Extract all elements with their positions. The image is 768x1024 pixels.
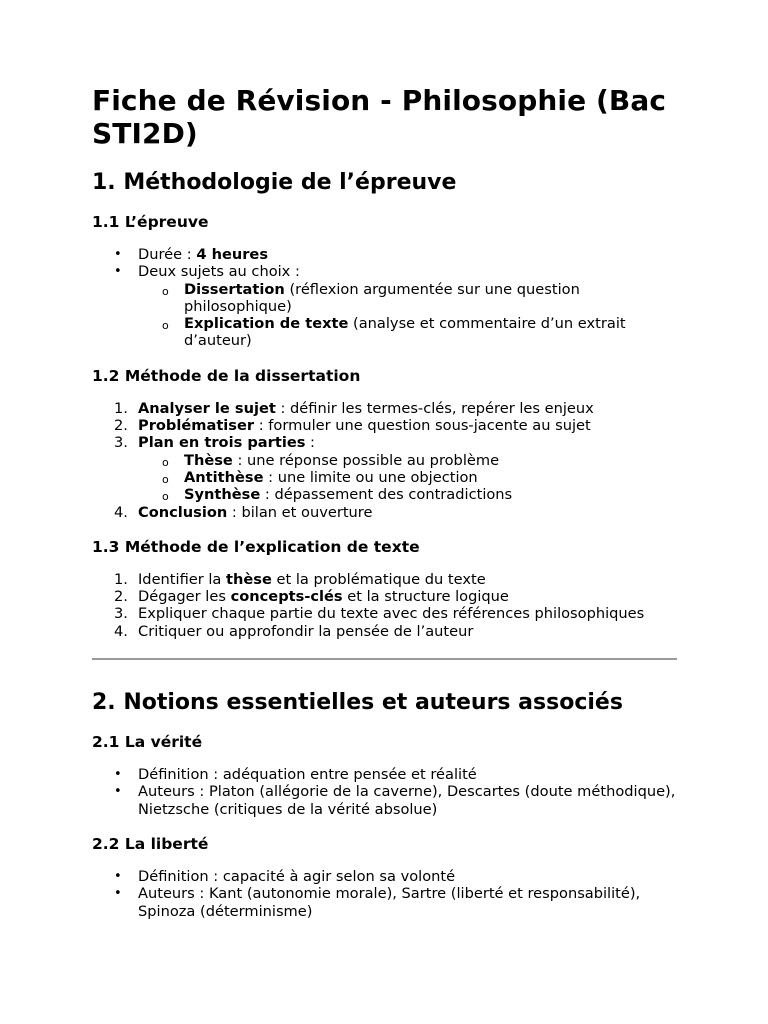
list-item: o Dissertation (réflexion argumentée sur une question philosophique): [138, 281, 677, 316]
sujets-sublist: [138, 281, 677, 350]
list-item: • Auteurs : Kant (autonomie morale), Sartre (liberté et responsabilité), Spinoza (déterminisme): [92, 885, 677, 920]
section-1-heading: 1. Méthodologie de l’épreuve: [92, 170, 457, 195]
list-item: 3. Plan en trois parties : o Thèse : une réponse possible au problème o Antithèse : une limite ou une objection o Synthèse : dépassement des contradictions: [92, 434, 677, 503]
list-item: • Définition : adéquation entre pensée et réalité: [92, 766, 677, 783]
explication-list: [92, 571, 677, 640]
verite-list: [92, 766, 677, 818]
subsection-1-3-heading: 1.3 Méthode de l’explication de texte: [92, 537, 420, 556]
list-item: 1. Analyser le sujet : définir les termes-clés, repérer les enjeux: [114, 399, 594, 417]
list-item: o Thèse : une réponse possible au problème: [138, 452, 677, 469]
liberte-list: [92, 868, 677, 920]
plan-sublist: [138, 452, 677, 504]
list-item: • Auteurs : Platon (allégorie de la caverne), Descartes (doute méthodique), Nietzsche (critiques de la vérité absolue): [92, 783, 677, 818]
list-item: 2. Problématiser : formuler une question sous-jacente au sujet: [114, 417, 591, 435]
list-item: 2. Dégager les concepts-clés et la structure logique: [114, 588, 509, 606]
list-item: 4. Critiquer ou approfondir la pensée de l’auteur: [114, 622, 474, 640]
list-item: • Définition : capacité à agir selon sa volonté: [92, 868, 677, 885]
section-divider: [92, 658, 677, 660]
subsection-1-1-heading: 1.1 L’épreuve: [92, 213, 209, 231]
list-item: 1. Identifier la thèse et la problématique du texte: [114, 570, 486, 588]
list-item: o Antithèse : une limite ou une objection: [138, 469, 677, 486]
epreuve-list: [92, 246, 677, 350]
page-title: Fiche de Révision - Philosophie (Bac STI2D): [92, 84, 667, 150]
section-2-heading: 2. Notions essentielles et auteurs associés: [92, 690, 623, 716]
dissertation-list: [92, 400, 677, 521]
list-item: o Synthèse : dépassement des contradictions: [138, 486, 677, 503]
subsection-2-2-heading: 2.2 La liberté: [92, 834, 209, 853]
subsection-1-2-heading: 1.2 Méthode de la dissertation: [92, 366, 361, 385]
list-item: 4. Conclusion : bilan et ouverture: [114, 503, 373, 521]
subsection-2-1-heading: 2.1 La vérité: [92, 733, 203, 752]
list-item: 3. Expliquer chaque partie du texte avec des références philosophiques: [114, 605, 645, 623]
list-item: • Durée : 4 heures: [92, 246, 677, 263]
list-item: o Explication de texte (analyse et commentaire d’un extrait d’auteur): [138, 315, 677, 350]
list-item: • Deux sujets au choix : o Dissertation (réflexion argumentée sur une question philosophique) o Explication de texte (analyse et commentaire d’un extrait d’auteur): [92, 263, 677, 349]
